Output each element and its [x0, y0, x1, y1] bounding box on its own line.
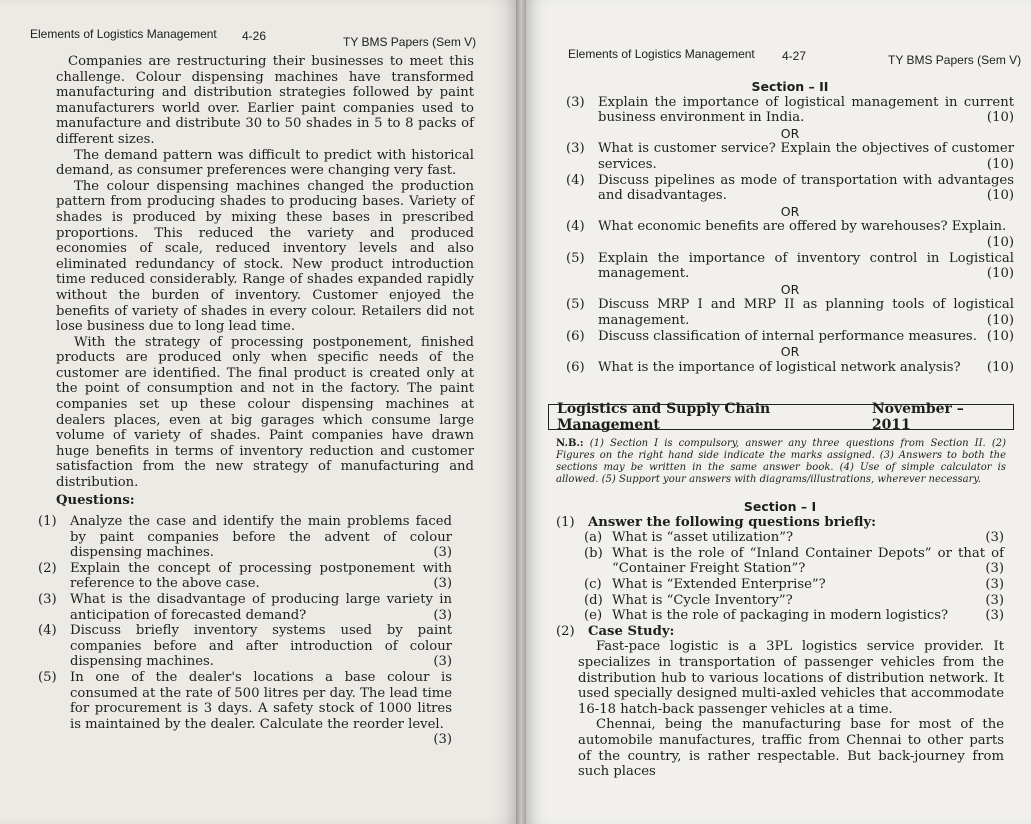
question-item — [38, 623, 452, 670]
question-text: Explain the concept of processing postponement with reference to the above case. — [70, 560, 452, 592]
sub-question-text: What is “asset utilization”? — [612, 530, 794, 546]
exam-question-number: (3) — [566, 94, 585, 110]
exam-question-number: (4) — [566, 219, 585, 235]
sub-question — [584, 593, 1004, 609]
question-item — [38, 561, 452, 592]
question-text: Analyze the case and identify the main problems faced by paint companies before the advent of colour dispensing machines. — [70, 514, 452, 561]
case-study-paragraph: Chennai, being the manufacturing base for most of the automobile manufactures, traffic from Chennai to other parts of the country, is rather respectable. But back-journey from such places — [578, 717, 1004, 780]
left-book-title: Elements of Logistics Management — [30, 27, 217, 41]
exam-question-number: (5) — [566, 297, 585, 313]
sub-question — [584, 608, 1004, 624]
or-separator: OR — [780, 281, 800, 297]
exam-question-number: (3) — [566, 141, 585, 157]
exam-question-number: (6) — [566, 359, 585, 375]
book-gutter — [516, 0, 526, 824]
exam-question-number: (6) — [566, 328, 585, 344]
instructions-note — [556, 438, 1006, 486]
paper-title-box — [548, 401, 1014, 433]
sub-question — [584, 546, 1004, 577]
exam-question-text: What is customer service? Explain the objectives of customer services. — [598, 141, 1014, 172]
paper-subject: Logistics and Supply Chain Management — [557, 401, 771, 433]
right-book-title: Elements of Logistics Management — [568, 47, 755, 61]
exam-question-number: (5) — [566, 250, 585, 266]
case-study-body — [556, 639, 1004, 779]
sub-question-text: What is “Extended Enterprise”? — [612, 576, 826, 592]
right-page-number: 4-27 — [782, 49, 807, 63]
question-one-heading: Answer the following questions briefly: — [588, 514, 877, 530]
nb-text: (1) Section I is compulsory, answer any three questions from Section II. (2) Figures on the right hand side indicate the marks assigned. (3) Answers to both the sections may be written in the same answer book. (4) Use of simple calculator is allowed. (5) Support your answers with diagrams/illustrations, wherever necessary. — [556, 438, 1006, 485]
exam-question — [566, 173, 1014, 204]
sub-question-letter: (d) — [584, 592, 603, 608]
question-item — [38, 670, 452, 748]
sub-question — [584, 577, 1004, 593]
exam-question — [566, 95, 1014, 126]
left-body — [56, 54, 474, 508]
exam-question-text: Discuss MRP I and MRP II as planning tools of logistical management. — [598, 297, 1014, 328]
exam-question-text: What is the importance of logistical network analysis? — [598, 359, 961, 375]
sub-question-text: What is the role of packaging in modern logistics? — [612, 608, 949, 624]
questions-heading: Questions: — [56, 492, 135, 508]
case-paragraph-3: The colour dispensing machines changed the production pattern from producing shades to producing bases. Variety of shades is produced by mixing these bases in prescribed proportions. This reduced the variety and produced economies of scale, reduced inventory levels and also eliminated redundancy of stock. New product introduction time reduced considerably. Range of shades expanded rapidly without the burden of inventory. Customer enjoyed the benefits of variety of shades in every colour. Retailers did not lose business due to long lead time. — [56, 178, 474, 335]
section-two — [566, 79, 1014, 375]
right-paper-series: TY BMS Papers (Sem V) — [888, 53, 1022, 67]
question-text: Discuss briefly inventory systems used by paint companies before and after introduction of colour dispensing machines. — [70, 623, 452, 670]
case-study-paragraph: Fast-pace logistic is a 3PL logistics service provider. It specializes in transportation of passenger vehicles from the distribution hub to various locations of distribution network. It used specially designed multi-axled vehicles that accommodate 16-18 hatch-back passenger vehicles at a time. — [578, 639, 1004, 717]
question-item — [38, 592, 452, 623]
exam-question — [566, 297, 1014, 328]
sub-question-list — [556, 530, 1004, 624]
section-two-title: Section – II — [751, 79, 829, 94]
exam-question-text: Discuss pipelines as mode of transportation with advantages and disadvantages. — [598, 172, 1014, 204]
case-paragraph-4: With the strategy of processing postponement, finished products are produced only when specific needs of the customer are identified. The final product is created only at the point of consumption and not in the factory. The paint companies set up these colour dispensing machines at dealers places, even at big garages which consume large volume of variety of shades. Paint companies have drawn huge benefits in terms of inventory reduction and customer satisfaction from the new strategy of manufacturing and distribution. — [56, 334, 474, 491]
exam-question-text: What economic benefits are offered by warehouses? Explain. — [598, 219, 1007, 235]
sub-question-letter: (a) — [584, 530, 603, 546]
exam-question — [566, 141, 1014, 172]
sub-question-letter: (c) — [584, 576, 602, 592]
question-marks: (3) — [433, 732, 452, 748]
exam-question — [566, 360, 1014, 376]
sub-question-marks: (3) — [985, 561, 1004, 577]
section-one-title: Section – I — [743, 499, 817, 514]
or-separator: OR — [780, 203, 800, 219]
sub-question-letter: (e) — [584, 608, 603, 624]
sub-question-marks: (3) — [985, 576, 1004, 592]
question-number: (3) — [38, 591, 57, 607]
sub-question — [584, 530, 1004, 546]
exam-question-marks: (10) — [986, 359, 1014, 375]
question-two-number: (2) — [556, 623, 575, 639]
question-two — [556, 624, 1004, 640]
exam-question-text: Explain the importance of inventory control in Logistical management. — [598, 250, 1014, 282]
sub-question-text: What is the role of “Inland Container Depots” or that of “Container Freight Station”? — [612, 545, 1004, 577]
sub-question-text: What is “Cycle Inventory”? — [612, 592, 793, 608]
question-text: In one of the dealer's locations a base colour is consumed at the rate of 500 litres per day. The lead time for procurement is 3 days. A safety stock of 1000 litres is maintained by the dealer. Calculate the reorder level. — [70, 669, 452, 732]
left-questions — [38, 514, 452, 748]
question-marks: (3) — [433, 576, 452, 592]
question-number: (1) — [38, 514, 57, 529]
question-number: (5) — [38, 669, 57, 685]
exam-question-marks: (10) — [986, 234, 1014, 250]
left-page-number: 4-26 — [242, 29, 267, 43]
question-marks: (3) — [433, 654, 452, 670]
or-separator: OR — [780, 344, 800, 360]
sub-question-marks: (3) — [985, 592, 1004, 608]
question-one-number: (1) — [556, 514, 575, 530]
left-paper-series: TY BMS Papers (Sem V) — [343, 35, 477, 49]
paper-date: November – 2011 — [871, 401, 964, 433]
exam-question-marks: (10) — [986, 266, 1014, 282]
exam-question-text: Discuss classification of internal performance measures. — [598, 328, 977, 344]
sub-question-letter: (b) — [584, 545, 603, 561]
exam-question-number: (4) — [566, 172, 585, 188]
case-paragraph-1: Companies are restructuring their businesses to meet this challenge. Colour dispensing machines have transformed manufacturing and distribution strategies followed by paint manufacturers world over. Earlier paint companies used to manufacture and distribute 30 to 50 shades in 5 to 8 packs of different sizes. — [56, 54, 474, 147]
exam-question-marks: (10) — [986, 328, 1014, 344]
case-study-heading: Case Study: — [588, 623, 675, 639]
exam-question — [566, 219, 1014, 250]
exam-question-marks: (10) — [986, 312, 1014, 328]
question-one — [556, 515, 1004, 531]
exam-question — [566, 251, 1014, 282]
sub-question-marks: (3) — [985, 608, 1004, 624]
question-marks: (3) — [433, 545, 452, 561]
question-number: (2) — [38, 560, 57, 576]
exam-question-text: Explain the importance of logistical management in current business environment in India. — [598, 94, 1014, 126]
nb-label: N.B.: — [556, 438, 584, 449]
case-paragraph-2: The demand pattern was difficult to predict with historical demand, as consumer preferences were changing very fast. — [56, 147, 474, 179]
question-text: What is the disadvantage of producing large variety in anticipation of forecasted demand? — [70, 591, 452, 623]
exam-question-marks: (10) — [986, 110, 1014, 126]
exam-question-marks: (10) — [986, 156, 1014, 172]
section-one — [556, 499, 1004, 780]
sub-question-marks: (3) — [985, 530, 1004, 546]
question-item — [38, 514, 452, 561]
or-separator: OR — [780, 125, 800, 141]
question-number: (4) — [38, 623, 57, 639]
exam-question-marks: (10) — [986, 188, 1014, 204]
exam-question — [566, 329, 1014, 345]
question-marks: (3) — [433, 607, 452, 623]
